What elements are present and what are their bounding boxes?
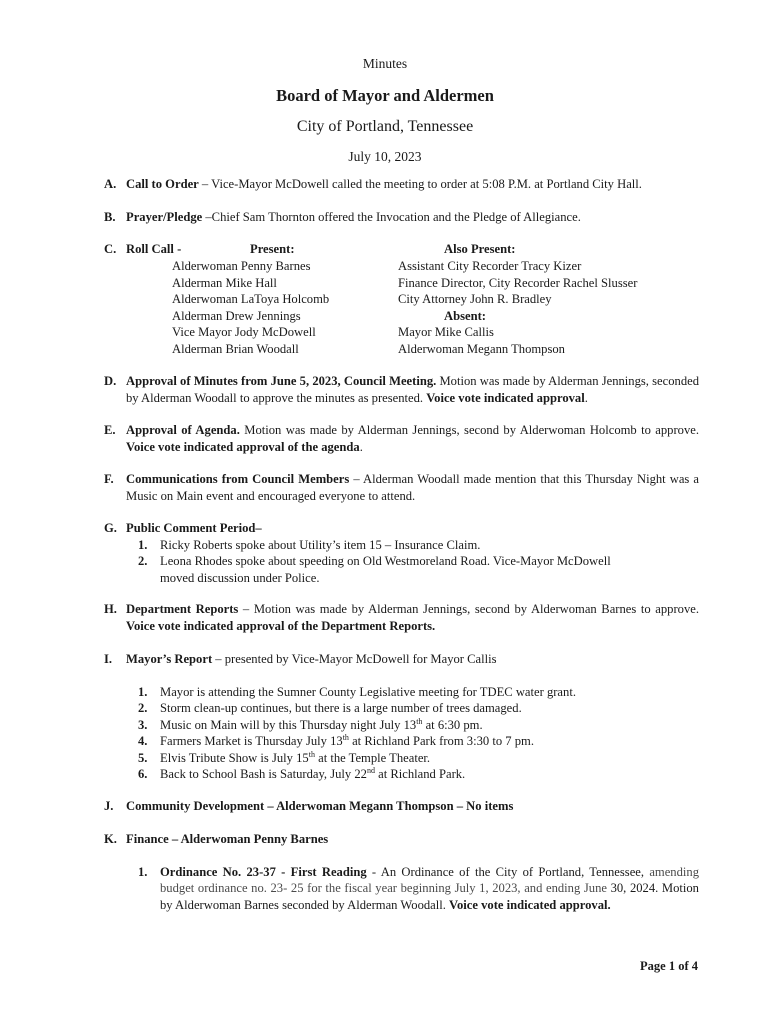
ordinal-suffix: th bbox=[416, 716, 423, 726]
section-approval-minutes bbox=[104, 373, 699, 406]
section-letter: H. bbox=[104, 602, 117, 616]
section-title: Approval of Agenda. bbox=[126, 423, 240, 437]
present-member: Alderwoman LaToya Holcomb bbox=[172, 292, 330, 306]
present-label: Present: bbox=[250, 242, 295, 256]
section-communications bbox=[104, 471, 699, 504]
section-letter: A. bbox=[104, 177, 117, 191]
section-letter: D. bbox=[104, 374, 117, 388]
page-number: Page 1 of 4 bbox=[640, 959, 698, 973]
section-letter: E. bbox=[104, 423, 116, 437]
section-letter: G. bbox=[104, 521, 117, 535]
also-present-label: Also Present: bbox=[444, 242, 516, 256]
section-title: Prayer/Pledge bbox=[126, 210, 203, 224]
present-member: Alderwoman Penny Barnes bbox=[172, 259, 311, 273]
also-present-member: Finance Director, City Recorder Rachel Slusser bbox=[398, 275, 638, 290]
section-text: –Chief Sam Thornton offered the Invocation and the Pledge of Allegiance. bbox=[202, 210, 581, 224]
present-member: Alderman Drew Jennings bbox=[172, 308, 301, 323]
absent-member: Mayor Mike Callis bbox=[398, 325, 494, 339]
section-letter: K. bbox=[104, 832, 117, 846]
section-title: Mayor’s Report bbox=[126, 652, 213, 666]
section-community-development bbox=[104, 798, 699, 815]
section-title: Roll Call - bbox=[126, 242, 182, 256]
section-end: . bbox=[359, 439, 363, 454]
list-item bbox=[126, 733, 686, 750]
item-text-end: 30, 2024. Motion by Alderwoman Barnes seconded by Alderman Woodall. bbox=[160, 881, 699, 912]
list-item bbox=[126, 553, 646, 586]
list-item bbox=[126, 766, 686, 783]
absent-member: Alderwoman Megann Thompson bbox=[398, 341, 565, 356]
also-present-list bbox=[398, 258, 637, 357]
section-letter: B. bbox=[104, 210, 116, 224]
city-title: City of Portland, Tennessee bbox=[296, 118, 474, 135]
section-end: . bbox=[584, 390, 588, 405]
item-number: 2. bbox=[138, 701, 148, 715]
section-text: Motion was made by Alderman Jennings, seconded by Alderman Woodall to approve the minutes as presented. bbox=[126, 374, 699, 405]
mayors-report-list bbox=[126, 684, 686, 783]
item-text: Farmers Market is Thursday July 13 bbox=[160, 734, 343, 748]
item-text: Leona Rhodes spoke about speeding on Old Westmoreland Road. Vice-Mayor McDowell moved discussion under Police. bbox=[160, 554, 611, 585]
vote-result: Voice vote indicated approval bbox=[426, 390, 585, 405]
item-text-end: at the Temple Theater. bbox=[314, 750, 431, 765]
list-item bbox=[126, 700, 686, 717]
present-list bbox=[172, 258, 329, 357]
ordinal-suffix: th bbox=[308, 749, 315, 759]
section-letter: F. bbox=[104, 472, 114, 486]
section-title: Department Reports bbox=[126, 602, 239, 616]
item-text: Storm clean-up continues, but there is a large number of trees damaged. bbox=[160, 701, 522, 715]
section-mayors-report bbox=[104, 651, 699, 783]
section-title: Communications from Council Members bbox=[126, 472, 350, 486]
absent-label: Absent: bbox=[444, 308, 486, 323]
item-text: Music on Main will by this Thursday night July 13 bbox=[160, 717, 417, 732]
section-finance bbox=[104, 831, 699, 913]
board-title: Board of Mayor and Aldermen bbox=[276, 86, 494, 105]
item-text-end: at Richland Park from 3:30 to 7 pm. bbox=[348, 734, 534, 748]
item-text-end: at Richland Park. bbox=[374, 767, 466, 781]
list-item bbox=[126, 684, 686, 701]
vote-result: Voice vote indicated approval of the Department Reports. bbox=[126, 618, 436, 633]
item-number: 3. bbox=[138, 717, 148, 732]
item-text: Elvis Tribute Show is July 15 bbox=[160, 750, 309, 765]
present-member: Vice Mayor Jody McDowell bbox=[172, 325, 316, 339]
item-text-end: at 6:30 pm. bbox=[422, 717, 483, 732]
section-roll-call bbox=[104, 241, 699, 361]
item-text: Back to School Bash is Saturday, July 22 bbox=[160, 767, 367, 781]
list-item bbox=[126, 717, 686, 734]
section-approval-agenda bbox=[104, 422, 699, 455]
vote-result: Voice vote indicated approval of the agenda bbox=[126, 439, 360, 454]
section-title: Community Development – Alderwoman Megann Thompson – No items bbox=[126, 799, 514, 813]
item-number: 1. bbox=[138, 864, 148, 879]
vote-result: Voice vote indicated approval. bbox=[449, 897, 611, 912]
present-member: Alderman Brian Woodall bbox=[172, 341, 299, 356]
also-present-member: Assistant City Recorder Tracy Kizer bbox=[398, 259, 582, 273]
item-text: Mayor is attending the Sumner County Legislative meeting for TDEC water grant. bbox=[160, 684, 576, 699]
document-label: Minutes bbox=[362, 56, 408, 71]
item-number: 6. bbox=[138, 767, 148, 781]
item-text-gray: amending budget ordinance no. 23- 25 for the fiscal year beginning July 1, 2023, and ending June bbox=[160, 864, 699, 895]
section-letter: I. bbox=[104, 652, 113, 666]
meeting-date: July 10, 2023 bbox=[348, 149, 422, 164]
item-number: 5. bbox=[138, 750, 148, 765]
list-item bbox=[126, 864, 699, 914]
section-title: Finance – Alderwoman Penny Barnes bbox=[126, 832, 329, 846]
ordinal-suffix: th bbox=[342, 732, 349, 742]
section-letter: J. bbox=[104, 799, 114, 813]
ordinal-suffix: nd bbox=[366, 765, 375, 775]
section-title: Approval of Minutes from June 5, 2023, Council Meeting. bbox=[126, 374, 437, 388]
section-text: – Vice-Mayor McDowell called the meeting to order at 5:08 P.M. at Portland City Hall. bbox=[198, 177, 642, 191]
present-member: Alderman Mike Hall bbox=[172, 275, 277, 290]
section-text: – presented by Vice-Mayor McDowell for Mayor Callis bbox=[212, 652, 497, 666]
list-item bbox=[126, 537, 646, 554]
item-number: 2. bbox=[138, 554, 148, 568]
section-public-comment bbox=[104, 520, 699, 586]
section-text: – Motion was made by Alderman Jennings, second by Alderwoman Barnes to approve. bbox=[238, 602, 699, 616]
item-number: 4. bbox=[138, 734, 148, 748]
finance-list bbox=[126, 864, 699, 914]
public-comment-list bbox=[126, 537, 646, 587]
section-title: Call to Order bbox=[126, 177, 199, 191]
item-text: Ricky Roberts spoke about Utility’s item 15 – Insurance Claim. bbox=[160, 537, 481, 552]
section-text: Motion was made by Alderman Jennings, second by Alderwoman Holcomb to approve. bbox=[239, 423, 699, 437]
section-department-reports bbox=[104, 601, 699, 634]
section-text: – Alderman Woodall made mention that this Thursday Night was a Music on Main event and encouraged everyone to attend. bbox=[126, 472, 699, 503]
item-number: 1. bbox=[138, 684, 148, 699]
section-title: Public Comment Period– bbox=[126, 521, 262, 535]
section-prayer-pledge bbox=[104, 209, 699, 226]
item-text: - An Ordinance of the City of Portland, Tennessee, bbox=[366, 864, 650, 879]
list-item bbox=[126, 750, 686, 767]
also-present-member: City Attorney John R. Bradley bbox=[398, 292, 552, 306]
ordinance-title: Ordinance No. 23-37 - First Reading bbox=[160, 864, 367, 879]
section-letter: C. bbox=[104, 242, 117, 256]
section-call-to-order bbox=[104, 176, 699, 193]
item-number: 1. bbox=[138, 537, 148, 552]
